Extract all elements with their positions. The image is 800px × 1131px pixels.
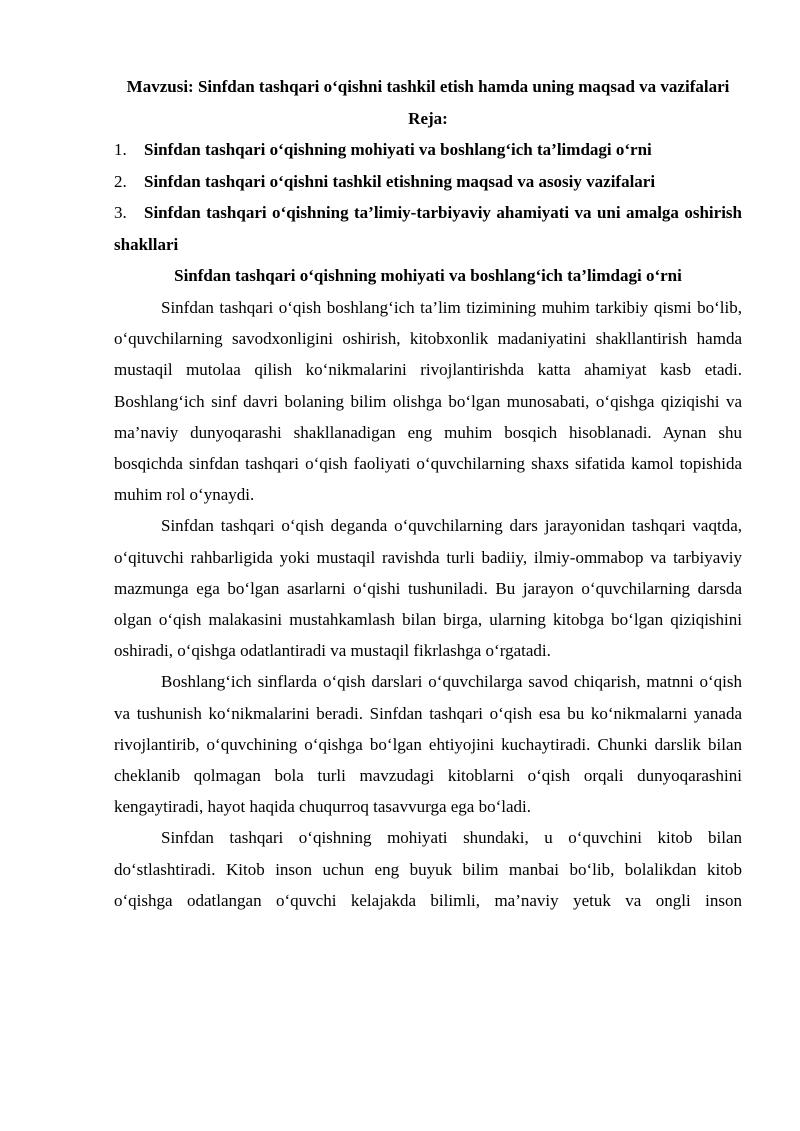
body-paragraph: Sinfdan tashqari o‘qish deganda o‘quvchilarning dars jarayonidan tashqari vaqtda, o‘qituvchi rahbarligida yoki mustaqil ravishda turli badiiy, ilmiy-ommabop va tarbiyaviy mazmunga ega bo‘lgan asarlarni o‘qishi tushuniladi. Bu jarayon o‘quvchilarning darsda olgan o‘qish malakasini mustahkamlash bilan birga, ularning kitobga bo‘lgan qiziqishini oshiradi, o‘qishga odatlantiradi va mustaqil fikrlashga o‘rgatadi. (114, 516, 742, 661)
plan-heading: Reja: (408, 109, 448, 128)
plan-item-text: Sinfdan tashqari o‘qishning mohiyati va boshlang‘ich ta’limdagi o‘rni (144, 140, 652, 159)
section-heading: Sinfdan tashqari o‘qishning mohiyati va boshlang‘ich ta’limdagi o‘rni (174, 266, 682, 285)
plan-item (114, 134, 742, 166)
body-paragraph: Sinfdan tashqari o‘qish boshlang‘ich ta’lim tizimining muhim tarkibiy qismi bo‘lib, o‘quvchilarning savodxonligini oshirish, kitobxonlik madaniyatini shakllantirish hamda mustaqil mutolaa qilish ko‘nikmalarini rivojlantirishda katta ahamiyat kasb etadi. Boshlang‘ich sinf davri bolaning bilim olishga bo‘lgan munosabati, o‘qishga qiziqishi va ma’naviy dunyoqarashi shakllanadigan eng muhim bosqich hisoblanadi. Aynan shu bosqichda sinfdan tashqari o‘qish faoliyati o‘quvchilarning shaxs sifatida kamol topishida muhim rol o‘ynaydi. (114, 298, 742, 505)
plan-item-number: 1. (114, 140, 127, 159)
plan-list (114, 134, 742, 260)
plan-item-text: Sinfdan tashqari o‘qishni tashkil etishning maqsad va asosiy vazifalari (144, 171, 656, 191)
document-body (114, 71, 742, 916)
body-paragraph: Boshlang‘ich sinflarda o‘qish darslari o‘quvchilarga savod chiqarish, matnni o‘qish va tushunish ko‘nikmalarini beradi. Sinfdan tashqari o‘qish esa bu ko‘nikmalarni yanada rivojlantirib, o‘quvchining o‘qishga bo‘lgan ehtiyojini kuchaytiradi. Chunki darslik bilan cheklanib qolmagan bola turli mavzudagi kitoblarni o‘qish orqali dunyoqarashini kengaytiradi, hayot haqida chuqurroq tasavvurga ega bo‘ladi. (114, 672, 742, 817)
plan-item (114, 166, 742, 198)
plan-item (114, 197, 742, 260)
body-paragraph: Sinfdan tashqari o‘qishning mohiyati shundaki, u o‘quvchini kitob bilan do‘stlashtiradi. Kitob inson uchun eng buyuk bilim manbai bo‘lib, bolalikdan kitob o‘qishga odatlangan o‘quvchi kelajakda bilimli, ma’naviy yetuk va ongli inson (114, 828, 742, 910)
document-title: Mavzusi: Sinfdan tashqari o‘qishni tashkil etish hamda uning maqsad va vazifalari (126, 77, 730, 96)
plan-item-number: 3. (114, 203, 127, 222)
plan-item-number: 2. (114, 171, 127, 191)
plan-item-text: Sinfdan tashqari o‘qishning ta’limiy-tarbiyaviy ahamiyati va uni amalga oshirish shakllari (114, 203, 742, 254)
